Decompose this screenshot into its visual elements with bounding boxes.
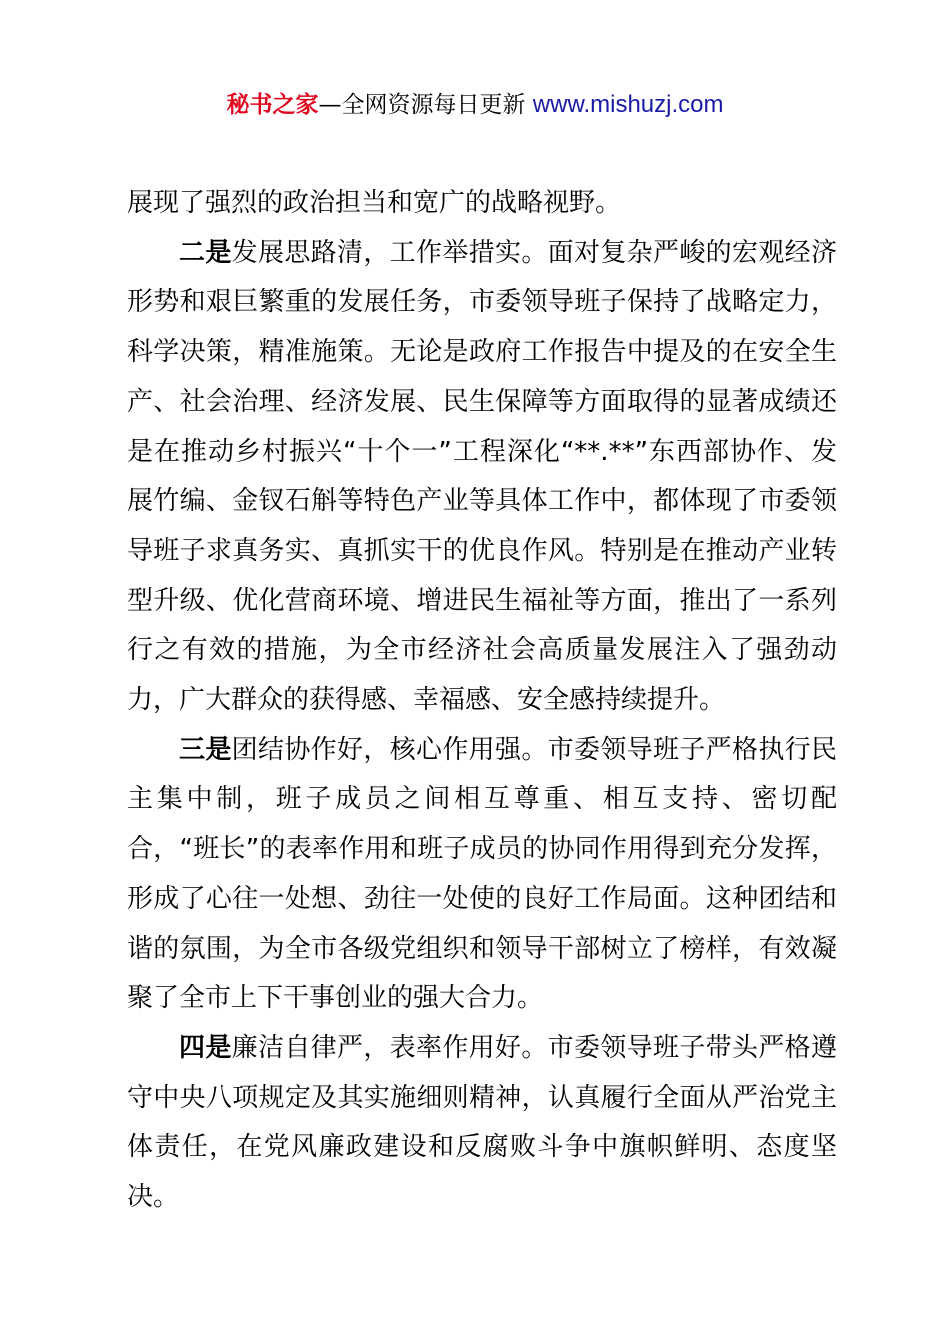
paragraph-text: 团结协作好，核心作用强。市委领导班子严格执行民主集中制，班子成员之间相互尊重、相互支持、密切配合，“班长”的表率作用和班子成员的协同作用得到充分发挥，形成了心往一处想、劲往一处使的良好工作局面。这种团结和谐的氛围，为全市各级党组织和领导干部树立了榜样，有效凝聚了全市上下干事创业的强大合力。	[127, 734, 837, 1014]
paragraph-lead: 三是	[179, 734, 232, 765]
site-header	[0, 88, 950, 122]
paragraph-text: 发展思路清，工作举措实。面对复杂严峻的宏观经济形势和艰巨繁重的发展任务，市委领导班子保持了战略定力，科学决策，精准施策。无论是政府工作报告中提及的在安全生产、社会治理、经济发展、民生保障等方面取得的显著成绩还是在推动乡村振兴“十个一”工程深化“**.**”东西部协作、发展竹编、金钗石斛等特色产业等具体工作中，都体现了市委领导班子求真务实、真抓实干的优良作风。特别是在推动产业转型升级、优化营商环境、增进民生福祉等方面，推出了一系列行之有效的措施，为全市经济社会高质量发展注入了强劲动力，广大群众的获得感、幸福感、安全感持续提升。	[127, 237, 837, 716]
paragraph-lead: 二是	[179, 237, 232, 268]
paragraph-point-two	[127, 229, 837, 726]
paragraph-point-four	[127, 1024, 837, 1223]
site-url[interactable]: www.mishuzj.com	[532, 91, 724, 118]
paragraph-text: 廉洁自律严，表率作用好。市委领导班子带头严格遵守中央八项规定及其实施细则精神，认真履行全面从严治党主体责任，在党风廉政建设和反腐败斗争中旗帜鲜明、态度坚决。	[127, 1032, 837, 1213]
paragraph-text: 展现了强烈的政治担当和宽广的战略视野。	[127, 188, 622, 218]
document-body	[127, 179, 837, 1223]
paragraph-lead: 四是	[179, 1032, 232, 1063]
brand-name: 秘书之家	[226, 92, 319, 118]
header-tagline: —全网资源每日更新	[318, 92, 526, 118]
paragraph-point-three	[127, 726, 837, 1024]
paragraph-continuation	[127, 179, 837, 229]
